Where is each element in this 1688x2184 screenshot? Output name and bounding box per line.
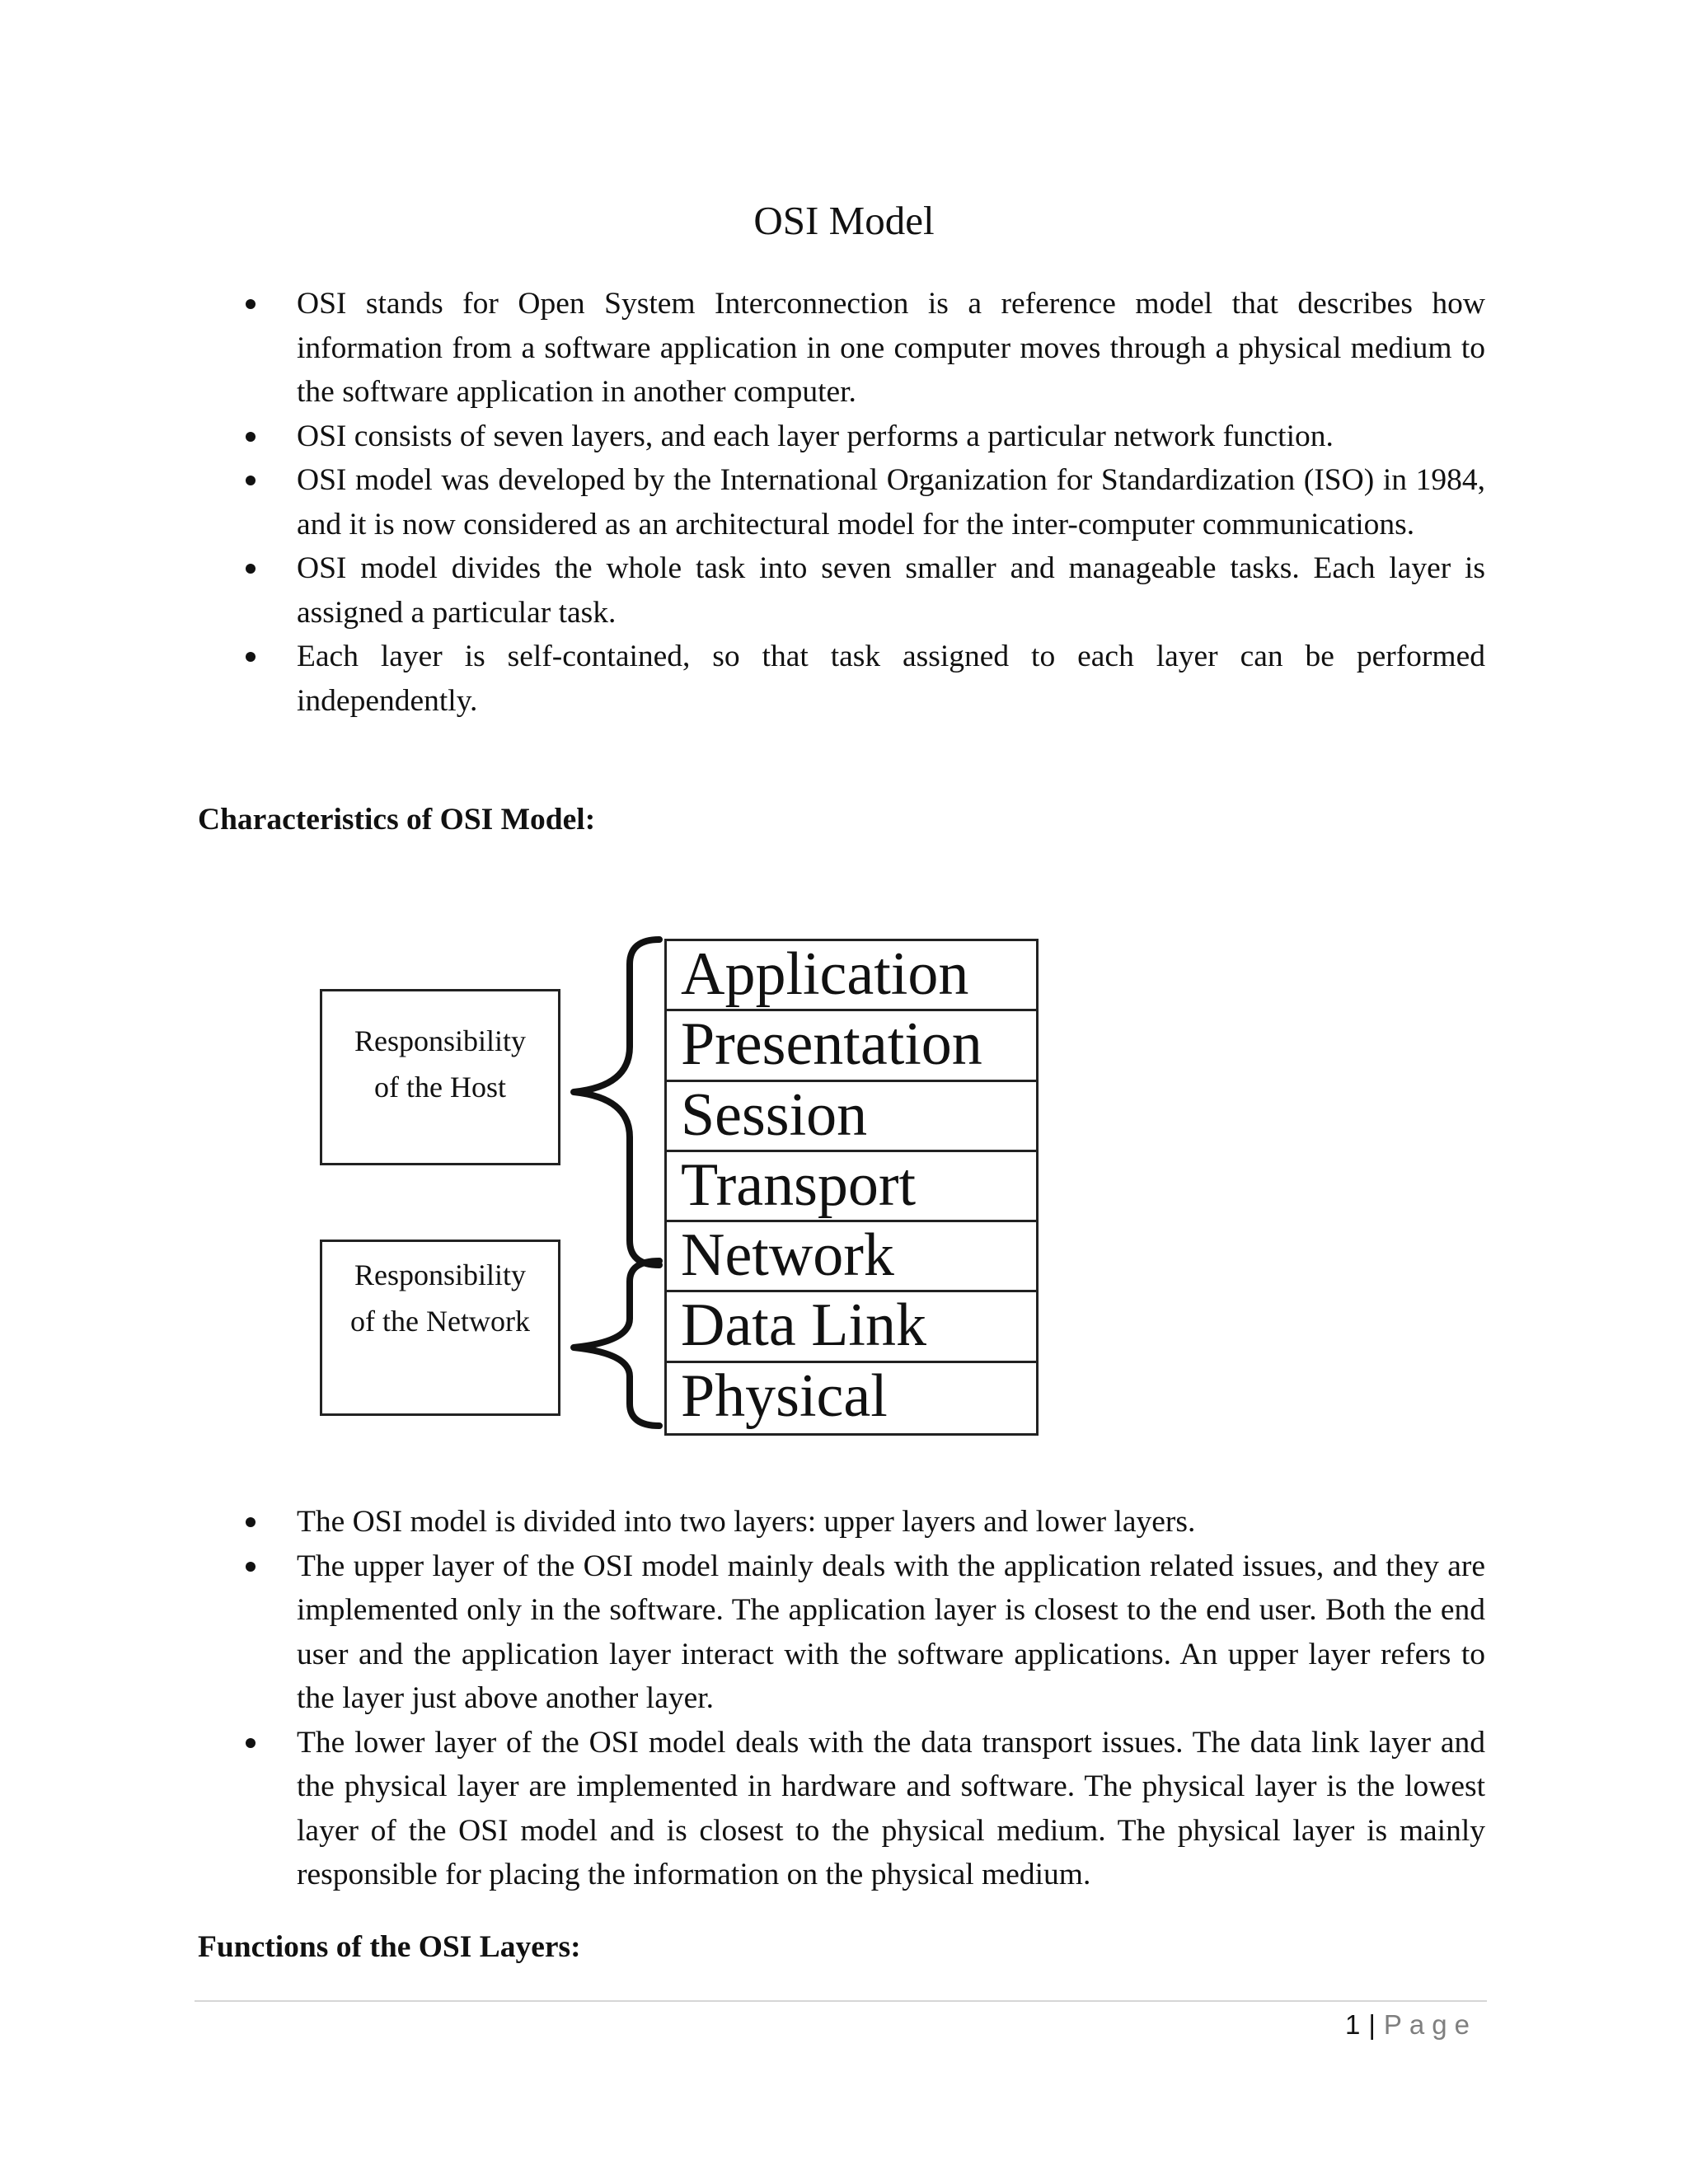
functions-heading: Functions of the OSI Layers: <box>198 1930 581 1964</box>
network-label-line: of the Network <box>350 1305 530 1338</box>
list-item <box>198 282 1485 415</box>
bullet-icon <box>246 1562 256 1572</box>
list-item-text: OSI model was developed by the International Organization for Standardization (ISO) in 1984, and it is now considered as an architectural model for the inter-computer communications. <box>297 463 1485 541</box>
list-item <box>198 1544 1485 1721</box>
bullet-icon <box>246 1738 256 1748</box>
layer-data-link: Data Link <box>667 1292 1036 1362</box>
list-item <box>198 635 1485 723</box>
page-footer <box>1345 2004 1477 2046</box>
list-item-text: Each layer is self-contained, so that task assigned to each layer can be performed independently. <box>297 640 1485 718</box>
layer-transport: Transport <box>667 1152 1036 1222</box>
list-item <box>198 1721 1485 1897</box>
bullet-icon <box>246 432 256 442</box>
bullet-icon <box>246 1517 256 1527</box>
host-label-line: of the Host <box>374 1071 506 1104</box>
list-item-text: The OSI model is divided into two layers: upper layers and lower layers. <box>297 1505 1196 1539</box>
list-item-text: OSI model divides the whole task into seven smaller and manageable tasks. Each layer is assigned a particular task. <box>297 551 1485 630</box>
host-responsibility-box <box>320 989 560 1165</box>
list-item <box>198 458 1485 546</box>
page-label: Page <box>1383 2009 1477 2040</box>
brace-connectors <box>560 931 668 1434</box>
list-item <box>198 546 1485 635</box>
layer-session: Session <box>667 1082 1036 1152</box>
layer-application: Application <box>667 941 1036 1011</box>
list-item <box>198 415 1485 459</box>
characteristics-bullet-list <box>198 1500 1485 1897</box>
network-responsibility-box <box>320 1240 560 1416</box>
bullet-icon <box>246 652 256 662</box>
host-label-line: Responsibility <box>354 1024 527 1057</box>
layer-presentation: Presentation <box>667 1011 1036 1081</box>
list-item-text: The lower layer of the OSI model deals with the data transport issues. The data link layer and the physical layer are implemented in hardware and software. The physical layer is the lowest layer of the OSI model and is closest to the physical medium. The physical layer is mainly responsible for placing the information on the physical medium. <box>297 1725 1485 1891</box>
network-label-line: Responsibility <box>354 1258 527 1291</box>
list-item-text: The upper layer of the OSI model mainly deals with the application related issues, and they are implemented only in the software. The application layer is closest to the end user. Both the end user and the application layer interact with the software applications. An upper layer refers to the layer just above another layer. <box>297 1549 1485 1715</box>
characteristics-heading: Characteristics of OSI Model: <box>198 803 596 837</box>
bullet-icon <box>246 299 256 309</box>
page-title: OSI Model <box>753 198 935 243</box>
bullet-icon <box>246 476 256 485</box>
layer-physical: Physical <box>681 1361 888 1430</box>
list-item-text: OSI stands for Open System Interconnection is a reference model that describes how information from a software application in one computer moves through a physical medium to the software application in another computer. <box>297 287 1485 409</box>
footer-divider <box>195 2000 1487 2002</box>
layer-network: Network <box>667 1222 1036 1292</box>
intro-bullet-list <box>198 282 1485 723</box>
page-number: 1 <box>1344 2009 1361 2040</box>
bullet-icon <box>246 564 256 574</box>
footer-separator: | <box>1368 2009 1376 2040</box>
network-brace-icon <box>574 1261 659 1426</box>
list-item <box>198 1500 1485 1544</box>
osi-layer-stack <box>664 939 1039 1436</box>
host-brace-icon <box>574 940 659 1265</box>
list-item-text: OSI consists of seven layers, and each layer performs a particular network function. <box>297 419 1334 453</box>
